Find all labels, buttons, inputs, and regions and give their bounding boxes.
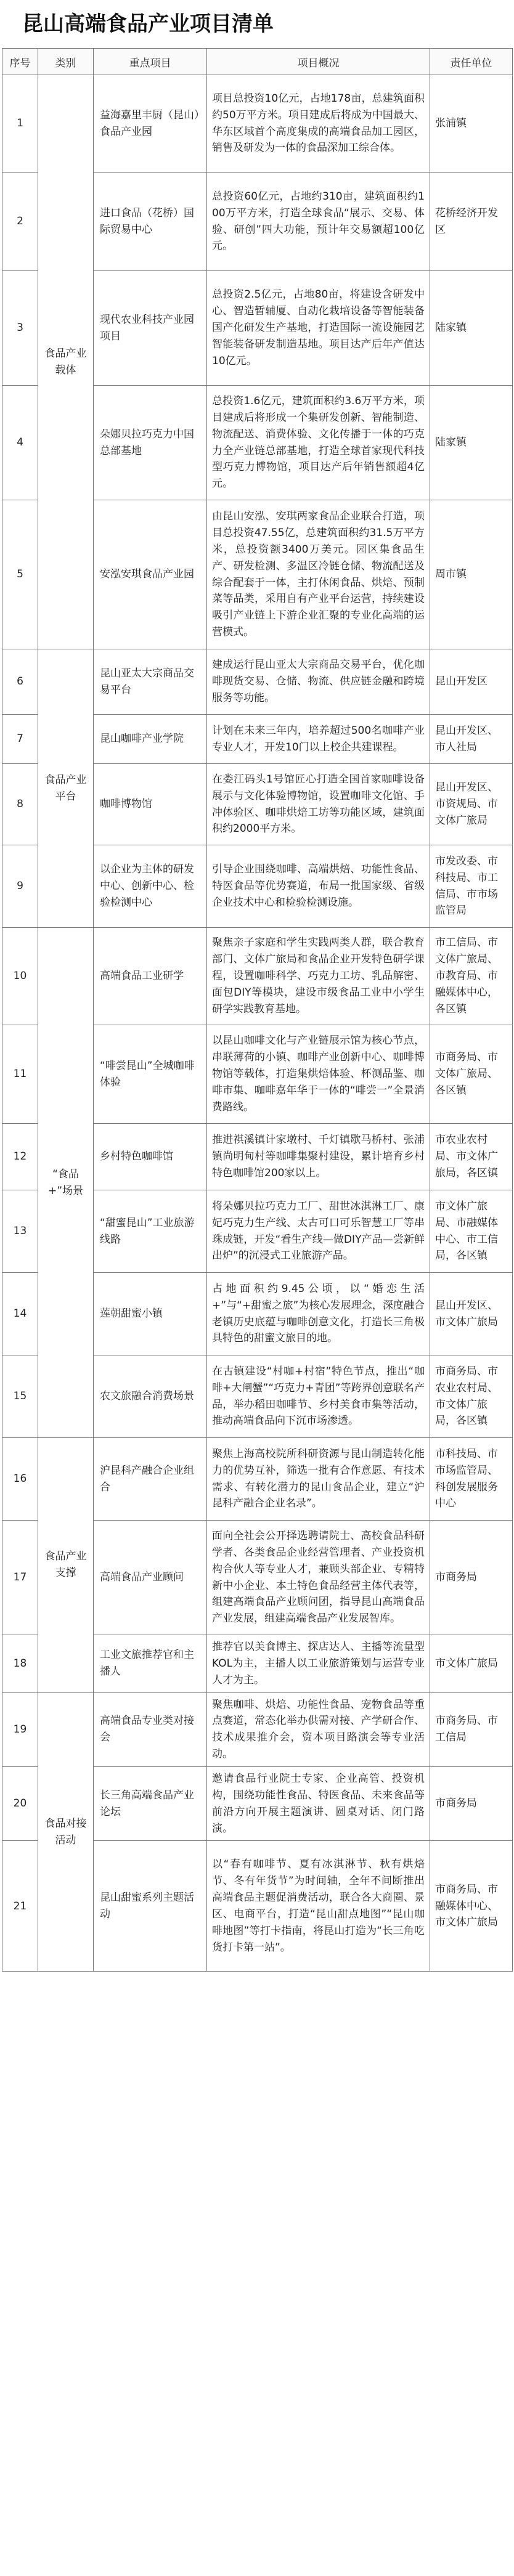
row-overview: 将朵娜贝拉巧克力工厂、甜世冰淇淋工厂、康妃巧克力生产线、太古可口可乐智慧工厂等串珠成链，开发“看生产线—做DIY产品—尝新鲜出炉”的沉浸式工业旅游产品。 xyxy=(207,1190,430,1273)
row-overview: 推进祺溪镇计家墩村、千灯镇歇马桥村、张浦镇尚明甸村等咖啡集聚村建设，累计培育乡村特色咖啡馆200家以上。 xyxy=(207,1124,430,1190)
row-overview: 由昆山安泓、安琪两家食品企业联合打造，项目总投资47.55亿，总建筑面积约31.5万平方米，总投资额3400万美元。园区集食品生产、研发检测、多温区冷链仓储、物流配送及综合配套于一体，主打休闲食品、烘焙、预制菜等品类，采用自有产业平台运营，持续建设吸引产业链上下游企业汇聚的专业化高端的运营模式。 xyxy=(207,500,430,649)
row-project: 莲朝甜蜜小镇 xyxy=(94,1273,207,1355)
row-project: 乡村特色咖啡馆 xyxy=(94,1124,207,1190)
table-row xyxy=(2,1438,513,1521)
row-overview: 邀请食品行业院士专家、企业高管、投资机构，围绕功能性食品、特医食品、未来食品等前沿方向开展主题演讲、圆桌对话、闭门路演。 xyxy=(207,1767,430,1841)
row-unit: 昆山开发区、市文体广旅局 xyxy=(430,1273,513,1355)
row-no: 12 xyxy=(2,1124,38,1190)
row-project: 高端食品工业研学 xyxy=(94,928,207,1025)
row-no: 2 xyxy=(2,173,38,271)
row-unit: 市商务局、市融媒体中心、市文体广旅局 xyxy=(430,1841,513,1972)
row-no: 13 xyxy=(2,1190,38,1273)
row-overview: 在古镇建设“村咖+村宿”特色节点，推出“咖啡+大闸蟹”“巧克力+青团”等跨界创意联名产品，举办稻田咖啡节、乡村美食市集等活动，推动高端食品向下沉市场渗透。 xyxy=(207,1355,430,1438)
row-overview: 总投资60亿元，占地约310亩，建筑面积约100万平方米，打造全球食品“展示、交易、体验、研创”四大功能，预计年交易额超100亿元。 xyxy=(207,173,430,271)
row-overview: 聚焦亲子家庭和学生实践两类人群，联合教育部门、文体广旅局和食品企业开发特色研学课程，设置咖啡科学、巧克力工坊、乳品解密、面包DIY等模块，建设市级食品工业中小学生研学实践教育基地。 xyxy=(207,928,430,1025)
row-overview: 在娄江码头1号馆匠心打造全国首家咖啡设备展示与文化体验博物馆，设置咖啡文化馆、手冲体验区、咖啡烘焙工坊等功能区域，建筑面积约2000平方米。 xyxy=(207,764,430,845)
header-overview: 项目概况 xyxy=(207,49,430,75)
row-unit: 市文体广旅局、市融媒体中心、市工信局，各区镇 xyxy=(430,1190,513,1273)
row-no: 19 xyxy=(2,1692,38,1766)
row-no: 16 xyxy=(2,1438,38,1521)
row-project: 咖啡博物馆 xyxy=(94,764,207,845)
row-unit: 陆家镇 xyxy=(430,386,513,500)
row-unit: 昆山开发区 xyxy=(430,649,513,715)
row-project: 工业文旅推荐官和主播人 xyxy=(94,1635,207,1693)
row-no: 9 xyxy=(2,845,38,928)
row-unit: 市商务局、市工信局 xyxy=(430,1692,513,1766)
table-row xyxy=(2,1692,513,1766)
row-no: 4 xyxy=(2,386,38,500)
category-cell: 食品产业平台 xyxy=(38,649,94,928)
row-project: 高端食品专业类对接会 xyxy=(94,1692,207,1766)
category-cell: “食品+”场景 xyxy=(38,928,94,1438)
row-no: 3 xyxy=(2,271,38,386)
header-unit: 责任单位 xyxy=(430,49,513,75)
row-overview: 建成运行昆山亚太大宗商品交易平台，优化咖啡现货交易、仓储、物流、供应链金融和跨境服务等功能。 xyxy=(207,649,430,715)
row-no: 20 xyxy=(2,1767,38,1841)
row-overview: 占地面积约9.45公顷，以“婚恋生活+”与“+甜蜜之旅”为核心发展理念，深度融合老镇历史底蕴与咖啡创意文化，打造长三角极具特色的甜蜜文旅目的地。 xyxy=(207,1273,430,1355)
row-project: 沪昆科产融合企业组合 xyxy=(94,1438,207,1521)
row-overview: 聚焦上海高校院所科研资源与昆山制造转化能力的优势互补，筛选一批有合作意愿、有技术需求、有转化潜力的昆山食品企业，建立“沪昆科产融合企业名录”。 xyxy=(207,1438,430,1521)
row-no: 15 xyxy=(2,1355,38,1438)
row-project: “甜蜜昆山”工业旅游线路 xyxy=(94,1190,207,1273)
row-overview: 以昆山咖啡文化与产业链展示馆为核心节点，串联薄荷的小镇、咖啡产业创新中心、咖啡博物馆等载体，打造集烘焙体验、杯测品鉴、咖啡市集、咖啡嘉年华于一体的“啡尝一”全景消费路线。 xyxy=(207,1025,430,1124)
category-cell: 食品产业载体 xyxy=(38,75,94,649)
table-row xyxy=(2,649,513,715)
row-project: 农文旅融合消费场景 xyxy=(94,1355,207,1438)
row-unit: 市商务局 xyxy=(430,1521,513,1635)
row-no: 14 xyxy=(2,1273,38,1355)
row-overview: 引导企业围绕咖啡、高端烘焙、功能性食品、特医食品等优势赛道，布局一批国家级、省级企业技术中心和检验检测设施。 xyxy=(207,845,430,928)
row-unit: 市科技局、市市场监管局、科创发展服务中心 xyxy=(430,1438,513,1521)
row-no: 21 xyxy=(2,1841,38,1972)
row-project: 昆山亚太大宗商品交易平台 xyxy=(94,649,207,715)
row-project: “啡尝昆山”全城咖啡体验 xyxy=(94,1025,207,1124)
row-unit: 周市镇 xyxy=(430,500,513,649)
table-header-row xyxy=(2,49,513,75)
row-unit: 陆家镇 xyxy=(430,271,513,386)
row-no: 10 xyxy=(2,928,38,1025)
row-unit: 市农业农村局、市文体广旅局，各区镇 xyxy=(430,1124,513,1190)
row-no: 17 xyxy=(2,1521,38,1635)
row-project: 益海嘉里丰厨（昆山）食品产业园 xyxy=(94,75,207,173)
row-project: 昆山咖啡产业学院 xyxy=(94,715,207,764)
row-overview: 面向全社会公开择选聘请院士、高校食品科研学者、各类食品企业经营管理者、产业投资机构合伙人等专业人才，兼顾头部企业、专精特新中小企业、本土特色食品经营主体代表等，组建高端食品产业顾问团，指导昆山高端食品产业发展，组建高端食品产业发展智库。 xyxy=(207,1521,430,1635)
header-no: 序号 xyxy=(2,49,38,75)
row-overview: 计划在未来三年内，培养超过500名咖啡产业专业人才，开发10门以上校企共建课程。 xyxy=(207,715,430,764)
row-overview: 以“春有咖啡节、夏有冰淇淋节、秋有烘焙节、冬有年货节”为时间轴，全年不间断推出高端食品主题促消费活动，联合各大商圈、景区、电商平台，打造“昆山甜点地图”“昆山咖啡地图”等打卡指南，将昆山打造为“长三角吃货打卡第一站”。 xyxy=(207,1841,430,1972)
row-no: 7 xyxy=(2,715,38,764)
row-unit: 昆山开发区、市人社局 xyxy=(430,715,513,764)
row-no: 18 xyxy=(2,1635,38,1693)
row-overview: 总投资1.6亿元，建筑面积约3.6万平方米，项目建成后将形成一个集研发创新、智能制造、物流配送、消费体验、文化传播于一体的巧克力全产业链总部基地，打造全球首家现代科技型巧克力博物馆，项目达产后年销售额超4亿元。 xyxy=(207,386,430,500)
header-project: 重点项目 xyxy=(94,49,207,75)
row-overview: 推荐官以美食博主、探店达人、主播等流量型KOL为主，主播人以工业旅游策划与运营专业人才为主。 xyxy=(207,1635,430,1693)
table-row xyxy=(2,928,513,1025)
project-table xyxy=(2,48,513,1972)
row-unit: 市发改委、市科技局、市工信局、市市场监管局 xyxy=(430,845,513,928)
row-project: 昆山甜蜜系列主题活动 xyxy=(94,1841,207,1972)
row-project: 进口食品（花桥）国际贸易中心 xyxy=(94,173,207,271)
row-project: 安泓安琪食品产业园 xyxy=(94,500,207,649)
row-overview: 总投资2.5亿元，占地80亩，将建设含研发中心、智造暂辅厦、自动化栽培设备等智能装备国产化研发生产基地，打造国际一流设施园艺智能装备研发制造基地。项目达产后年产值达10亿元。 xyxy=(207,271,430,386)
row-unit: 市商务局、市农业农村局、市文体广旅局，各区镇 xyxy=(430,1355,513,1438)
row-no: 5 xyxy=(2,500,38,649)
row-no: 1 xyxy=(2,75,38,173)
row-project: 长三角高端食品产业论坛 xyxy=(94,1767,207,1841)
row-no: 8 xyxy=(2,764,38,845)
row-overview: 项目总投资10亿元，占地178亩，总建筑面积约50万平方米。项目建成后将成为中国最大、华东区域首个高度集成的高端食品加工园区，销售及研发为一体的食品深加工综合体。 xyxy=(207,75,430,173)
row-overview: 聚焦咖啡、烘焙、功能性食品、宠物食品等重点赛道，常态化举办供需对接、产学研合作、技术成果推介会，资本项目路演会等专业活动。 xyxy=(207,1692,430,1766)
row-no: 11 xyxy=(2,1025,38,1124)
row-unit: 市商务局 xyxy=(430,1767,513,1841)
page-title: 昆山高端食品产业项目清单 xyxy=(22,12,274,36)
row-unit: 市工信局、市文体广旅局、市教育局、市融媒体中心，各区镇 xyxy=(430,928,513,1025)
header-category: 类别 xyxy=(38,49,94,75)
category-cell: 食品对接活动 xyxy=(38,1692,94,1972)
row-project: 朵娜贝拉巧克力中国总部基地 xyxy=(94,386,207,500)
row-project: 以企业为主体的研发中心、创新中心、检验检测中心 xyxy=(94,845,207,928)
table-row xyxy=(2,75,513,173)
row-unit: 市文体广旅局 xyxy=(430,1635,513,1693)
row-unit: 花桥经济开发区 xyxy=(430,173,513,271)
row-unit: 昆山开发区、市资规局、市文体广旅局 xyxy=(430,764,513,845)
row-project: 高端食品产业顾问 xyxy=(94,1521,207,1635)
row-unit: 张浦镇 xyxy=(430,75,513,173)
row-project: 现代农业科技产业园项目 xyxy=(94,271,207,386)
row-no: 6 xyxy=(2,649,38,715)
row-unit: 市商务局、市文体广旅局、各区镇 xyxy=(430,1025,513,1124)
category-cell: 食品产业支撑 xyxy=(38,1438,94,1693)
